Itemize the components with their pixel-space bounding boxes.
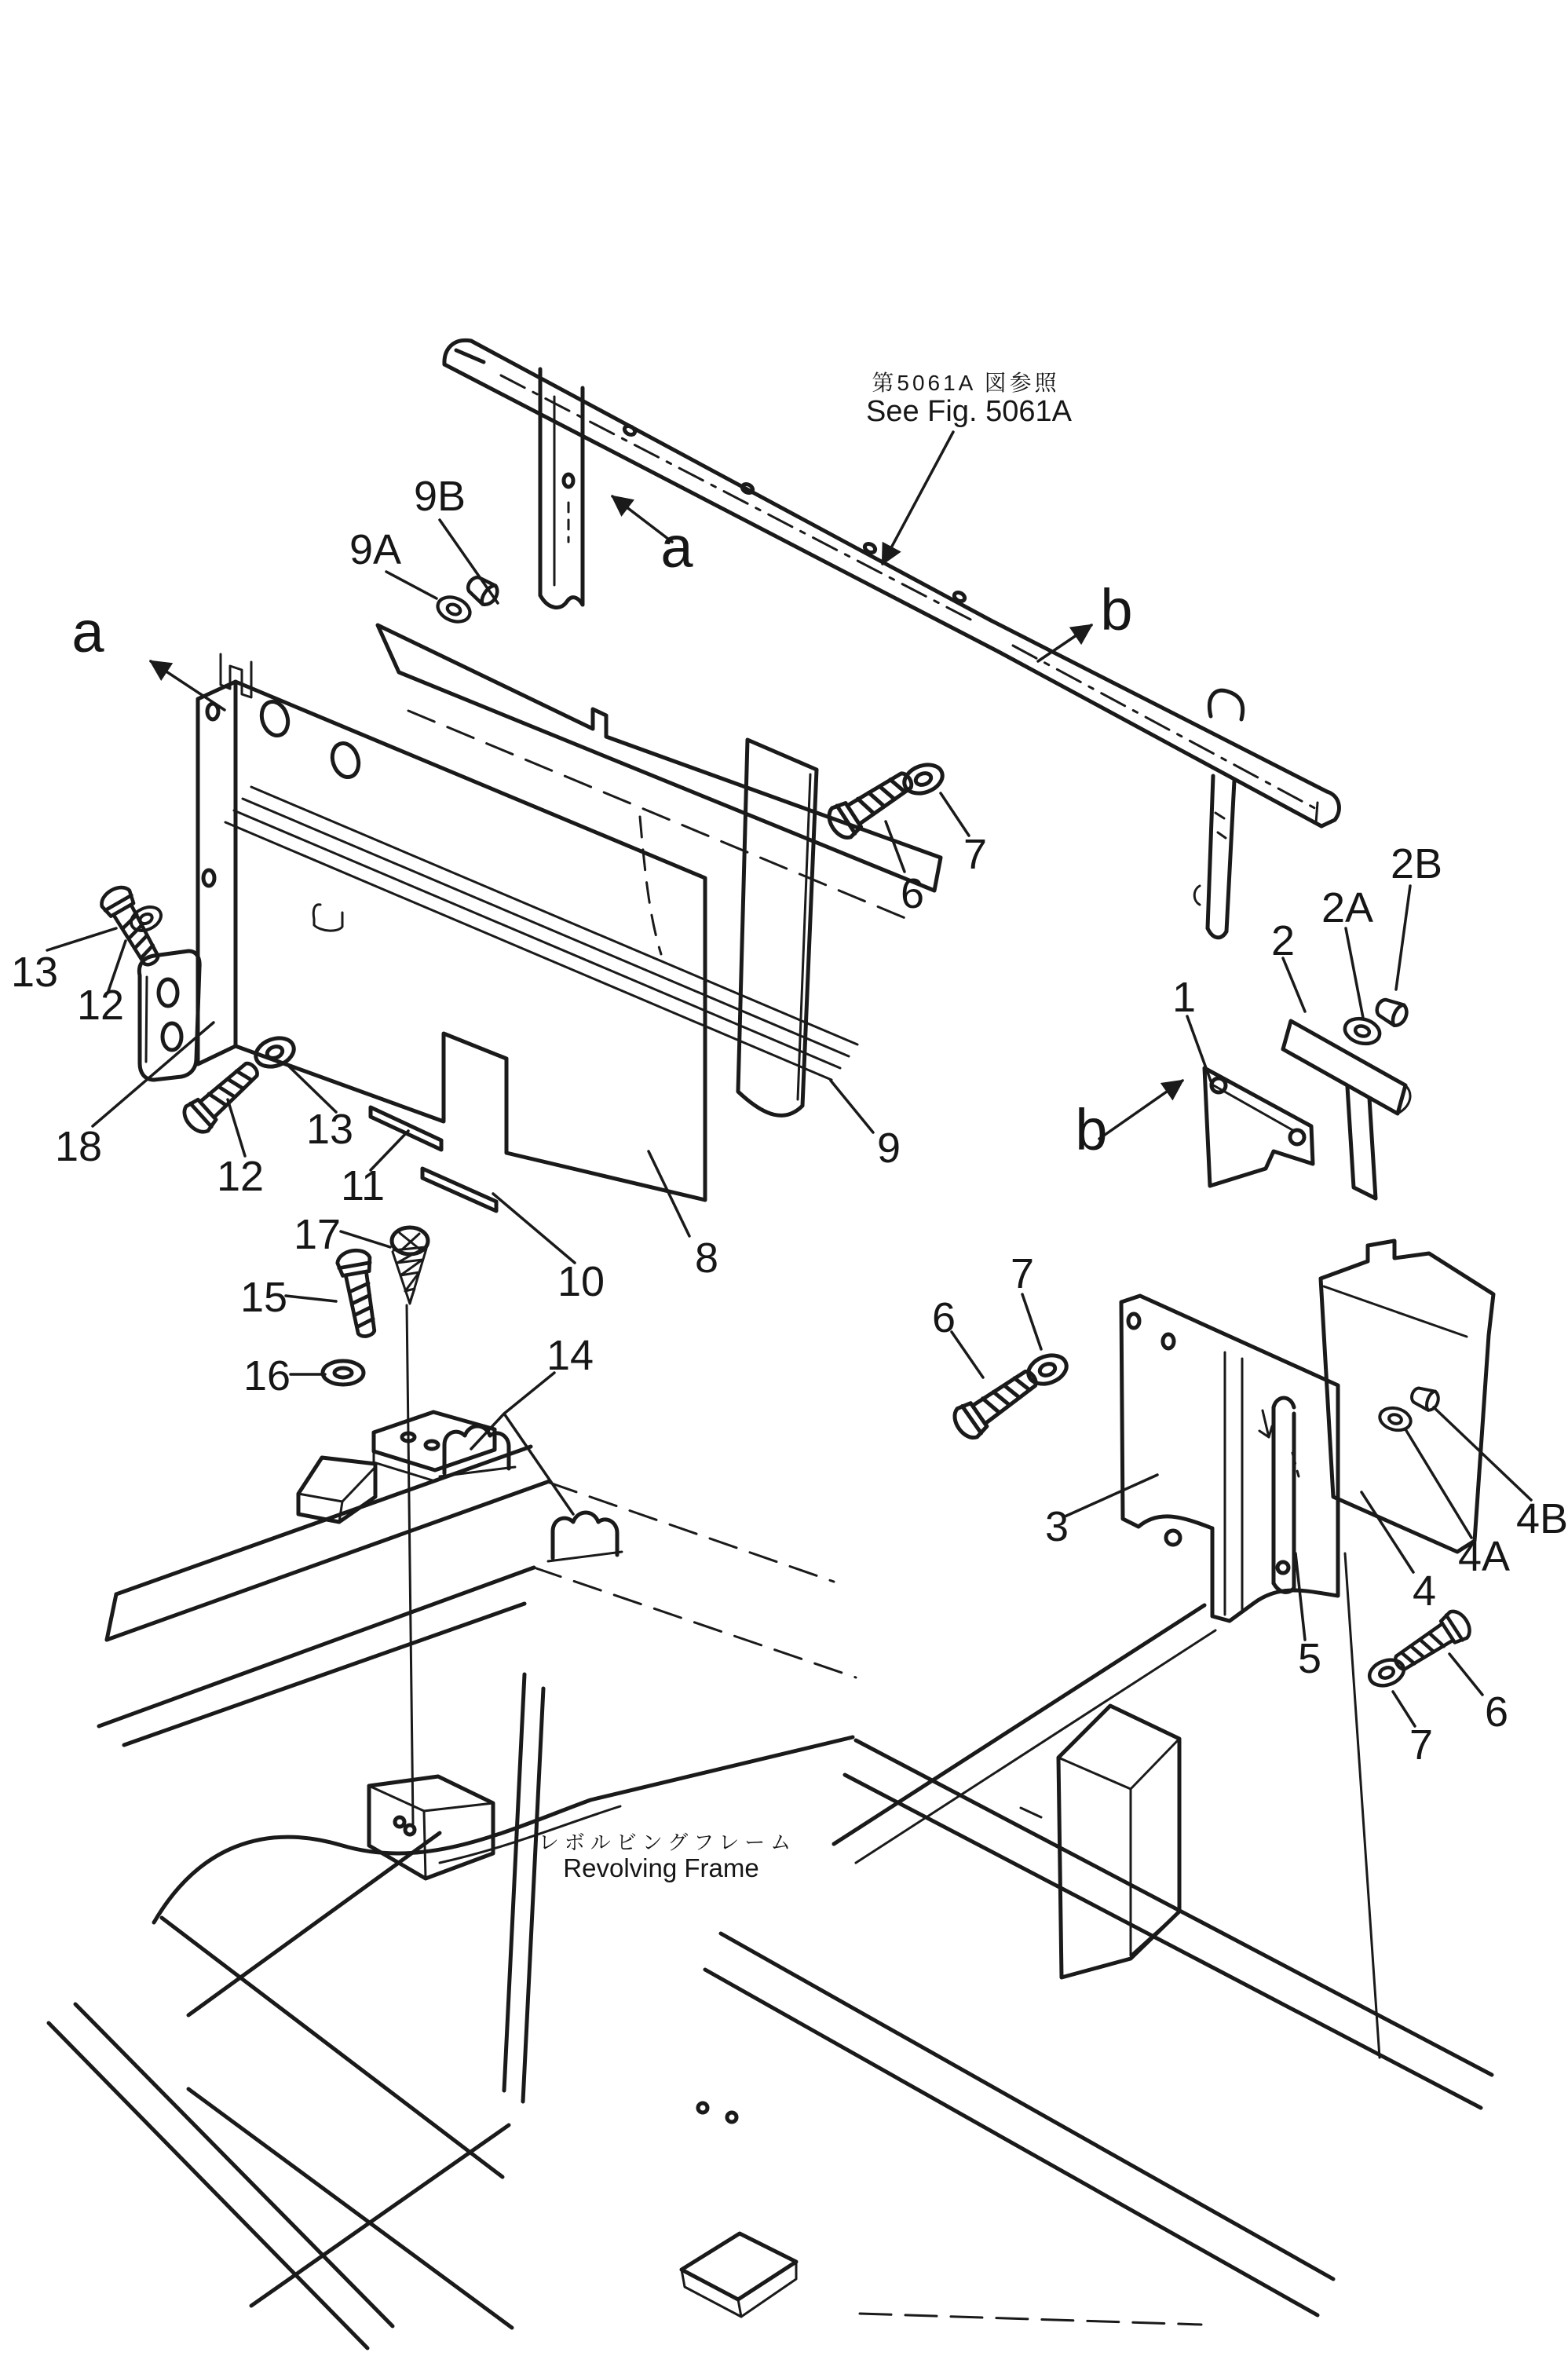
see-fig-leader xyxy=(883,432,953,564)
washer-7-mid xyxy=(1025,1350,1071,1388)
cover-3 xyxy=(1121,1296,1338,1621)
callout-8: 8 xyxy=(694,1235,719,1282)
callout-13-mid: 13 xyxy=(305,1106,354,1153)
callout-13-left: 13 xyxy=(10,949,59,996)
frame-caption-jp: レボルビングフレーム xyxy=(538,1831,797,1854)
callout-11: 11 xyxy=(340,1162,386,1209)
cover-4 xyxy=(1321,1241,1493,1552)
frame-caption-en: Revolving Frame xyxy=(563,1853,759,1882)
bolt-12-mid xyxy=(179,1055,265,1137)
rail-right-bracket xyxy=(991,620,1339,938)
pin-9b xyxy=(463,573,501,609)
callout-9A: 9A xyxy=(349,526,402,573)
callout-3: 3 xyxy=(1044,1503,1069,1550)
rail-post-bracket xyxy=(540,369,583,608)
callout-4B: 4B xyxy=(1515,1495,1568,1542)
strip-5 xyxy=(1274,1398,1294,1592)
reference-note-en: See Fig. 5061A xyxy=(866,395,1072,428)
callout-6-mid: 6 xyxy=(931,1294,956,1341)
callout-16: 16 xyxy=(243,1352,291,1399)
callout-7-bottom: 7 xyxy=(1409,1721,1434,1769)
callout-7-top: 7 xyxy=(963,831,988,878)
callout-15: 15 xyxy=(239,1274,288,1321)
callout-2B: 2B xyxy=(1390,840,1443,887)
reference-note-jp: 第5061A 図参照 xyxy=(872,371,1060,395)
callout-12-mid: 12 xyxy=(216,1153,265,1200)
callout-18: 18 xyxy=(54,1123,103,1170)
callout-6-top: 6 xyxy=(900,870,925,917)
callout-7-mid: 7 xyxy=(1010,1250,1035,1297)
plate-1 xyxy=(1204,1068,1313,1186)
callout-10: 10 xyxy=(557,1258,605,1305)
shim-10 xyxy=(422,1169,496,1211)
washer-9a xyxy=(434,593,473,627)
callout-6-bottom: 6 xyxy=(1484,1688,1509,1736)
callout-2: 2 xyxy=(1270,917,1296,964)
callout-a-left: a xyxy=(71,599,104,664)
callout-4A: 4A xyxy=(1457,1533,1511,1580)
callout-b-top: b xyxy=(1100,577,1133,642)
callout-a-top: a xyxy=(660,514,693,580)
callout-4: 4 xyxy=(1412,1568,1437,1615)
washer-2a xyxy=(1342,1015,1382,1047)
callout-14: 14 xyxy=(546,1332,594,1379)
callout-9: 9 xyxy=(876,1125,901,1172)
panel-9 xyxy=(738,740,817,1115)
bracket-14 xyxy=(374,1412,622,1561)
bolt-15 xyxy=(336,1248,383,1339)
callout-5: 5 xyxy=(1297,1635,1322,1682)
washer-7-bottom xyxy=(1366,1655,1408,1690)
callout-17: 17 xyxy=(293,1211,342,1258)
callout-b-side: b xyxy=(1075,1097,1108,1162)
shim-11 xyxy=(371,1107,441,1150)
callout-2A: 2A xyxy=(1321,884,1374,931)
pin-2b xyxy=(1373,995,1410,1028)
washer-4a xyxy=(1377,1405,1413,1434)
washer-16 xyxy=(323,1361,364,1385)
callout-9B: 9B xyxy=(413,473,466,520)
callout-12-left: 12 xyxy=(76,982,125,1029)
bar-2 xyxy=(1283,1021,1410,1198)
callout-1: 1 xyxy=(1171,974,1197,1021)
